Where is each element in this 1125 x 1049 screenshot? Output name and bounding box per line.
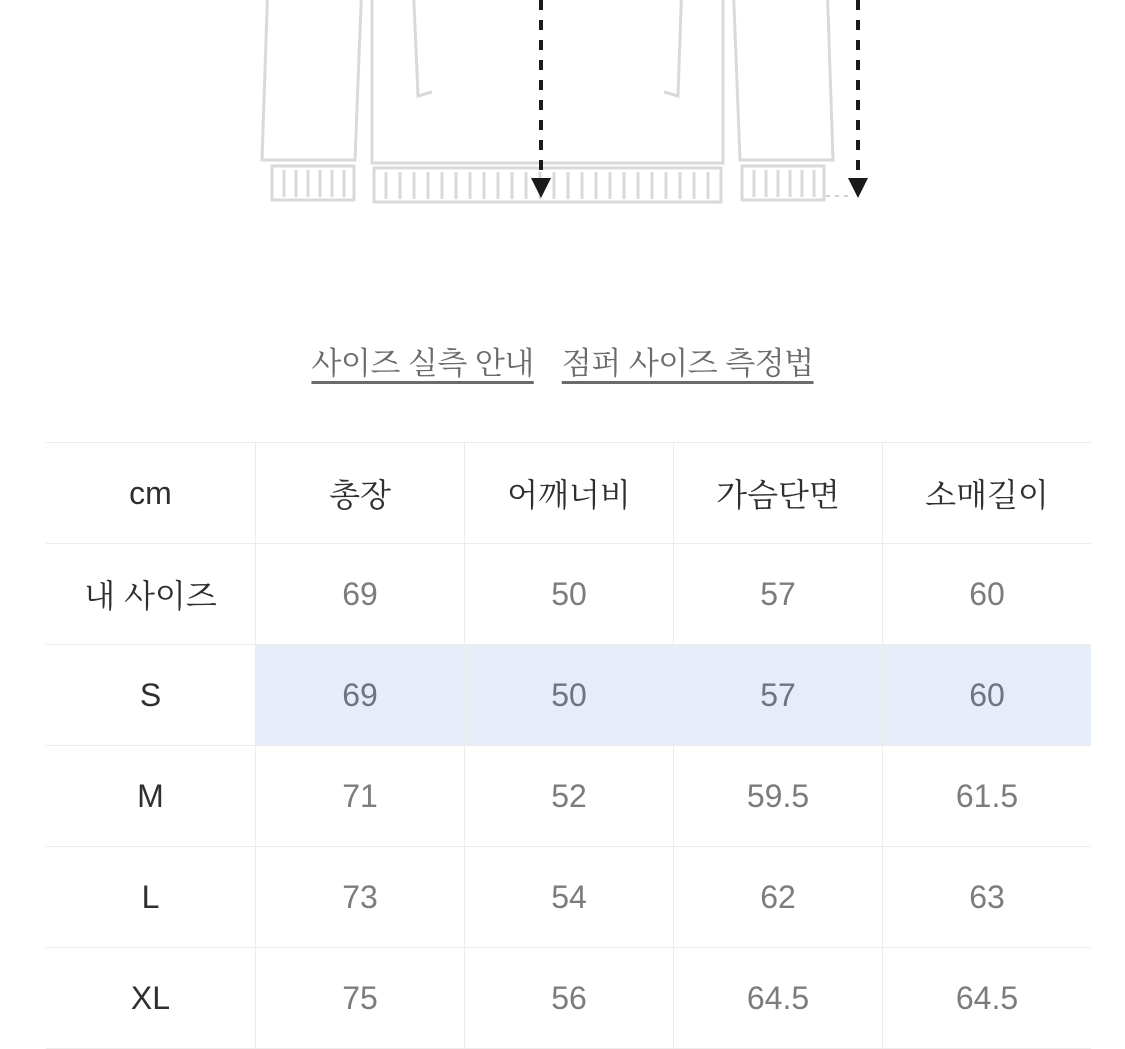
- cell-shoulder-width: 50: [465, 544, 674, 645]
- cell-total-length: 75: [256, 948, 465, 1049]
- cell-sleeve-length: 64.5: [883, 948, 1092, 1049]
- col-header-shoulder-width: 어깨너비: [465, 443, 674, 544]
- row-label-l: L: [46, 847, 256, 948]
- cell-chest: 59.5: [674, 746, 883, 847]
- cell-shoulder-width: 52: [465, 746, 674, 847]
- cell-chest: 57: [674, 645, 883, 746]
- size-table: [46, 442, 1091, 1049]
- row-label-my-size: 내 사이즈: [46, 544, 256, 645]
- size-guide-link[interactable]: 사이즈 실측 안내: [311, 345, 534, 381]
- row-label-s: S: [46, 645, 256, 746]
- table-row[interactable]: [46, 847, 1091, 948]
- cell-sleeve-length: 60: [883, 544, 1092, 645]
- table-row[interactable]: [46, 645, 1091, 746]
- cell-sleeve-length: 61.5: [883, 746, 1092, 847]
- col-header-unit: cm: [46, 443, 256, 544]
- cell-chest: 57: [674, 544, 883, 645]
- col-header-sleeve-length: 소매길이: [883, 443, 1092, 544]
- cell-total-length: 69: [256, 645, 465, 746]
- size-table-head: [46, 443, 1091, 544]
- row-label-m: M: [46, 746, 256, 847]
- cell-chest: 64.5: [674, 948, 883, 1049]
- guide-links-row: [0, 330, 1125, 390]
- col-header-chest: 가슴단면: [674, 443, 883, 544]
- size-table-body: [46, 544, 1091, 1049]
- col-header-total-length: 총장: [256, 443, 465, 544]
- table-row[interactable]: [46, 544, 1091, 645]
- jumper-measure-link[interactable]: 점퍼 사이즈 측정법: [561, 345, 814, 381]
- cell-shoulder-width: 50: [465, 645, 674, 746]
- cell-shoulder-width: 54: [465, 847, 674, 948]
- cell-total-length: 69: [256, 544, 465, 645]
- jumper-illustration: [0, 0, 1125, 300]
- cell-shoulder-width: 56: [465, 948, 674, 1049]
- table-row[interactable]: [46, 746, 1091, 847]
- cell-sleeve-length: 60: [883, 645, 1092, 746]
- row-label-xl: XL: [46, 948, 256, 1049]
- table-row[interactable]: [46, 948, 1091, 1049]
- cell-chest: 62: [674, 847, 883, 948]
- size-table-wrapper: [46, 442, 1079, 1049]
- table-header-row: [46, 443, 1091, 544]
- cell-total-length: 71: [256, 746, 465, 847]
- jumper-measurement-diagram: [0, 0, 1125, 300]
- cell-sleeve-length: 63: [883, 847, 1092, 948]
- cell-total-length: 73: [256, 847, 465, 948]
